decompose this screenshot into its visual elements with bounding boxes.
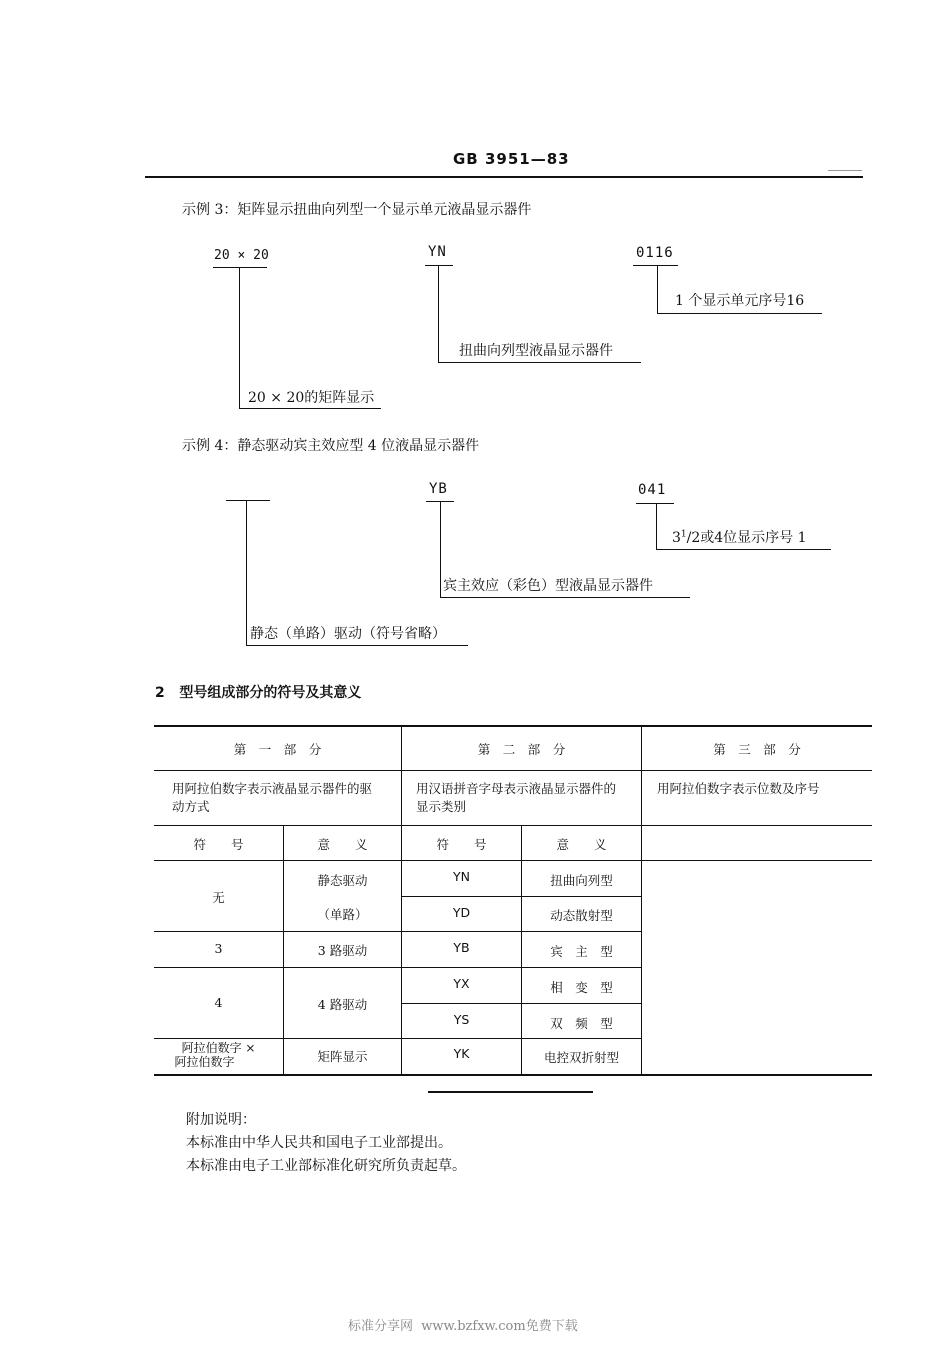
example4-code-seq: 041 — [638, 482, 667, 498]
section-title: 2 型号组成部分的符号及其意义 — [155, 685, 362, 701]
part2-meaning-yn: 扭曲向列型 — [550, 873, 613, 888]
notes-line-2: 本标准由电子工业部标准化研究所负责起草。 — [186, 1158, 466, 1174]
example4-label-seq-num: 3 — [672, 530, 681, 546]
example3-code-seq: 0116 — [636, 245, 674, 261]
part1-meaning-single: （单路） — [317, 907, 368, 922]
notes-title: 附加说明： — [186, 1112, 256, 1128]
part3-desc: 用阿拉伯数字表示位数及序号 — [657, 781, 820, 796]
example4-label-seq-sup: 1 — [680, 529, 687, 540]
part1-symbol-3: 3 — [214, 941, 223, 956]
part1-desc: 用阿拉伯数字表示液晶显示器件的驱动方式 — [172, 781, 373, 814]
part1-symbol-none: 无 — [212, 890, 225, 905]
example3-code-type: YN — [428, 244, 447, 260]
example3-underline-1 — [213, 267, 267, 268]
example3-label-seq: 1 个显示单元序号16 — [675, 293, 805, 309]
part2-symbol-yx: YX — [453, 976, 470, 991]
table-rule-title — [154, 770, 872, 771]
part1-symbol-matrix-b: 阿拉伯数字 — [174, 1055, 235, 1069]
part2-symbol-yn: YN — [453, 869, 470, 884]
part2-meaning-yd: 动态散射型 — [550, 908, 613, 923]
part1-meaning-matrix: 矩阵显示 — [317, 1049, 368, 1064]
part1-meaning-static: 静态驱动 — [317, 873, 368, 888]
example3-leader-2 — [438, 265, 439, 362]
table-rule-colhead — [154, 860, 872, 861]
table-col-rule-4 — [641, 725, 642, 1075]
notes-line-1: 本标准由中华人民共和国电子工业部提出。 — [186, 1135, 452, 1151]
part1-col-meaning: 意 义 — [317, 837, 368, 852]
example3-baseline-3 — [657, 313, 822, 314]
example4-leader-2 — [440, 501, 441, 598]
example3-code-matrix: 20 × 20 — [214, 248, 269, 263]
example3-underline-2 — [425, 265, 453, 266]
example4-label-drive: 静态（单路）驱动（符号省略） — [250, 626, 446, 642]
part2-col-meaning: 意 义 — [556, 837, 607, 852]
part2-symbol-ys: YS — [453, 1012, 470, 1027]
example3-label-type: 扭曲向列型液晶显示器件 — [459, 343, 613, 359]
part3-title: 第 三 部 分 — [713, 742, 801, 757]
part2-symbol-yk: YK — [453, 1046, 470, 1061]
example4-code-type: YB — [429, 481, 448, 497]
part2-meaning-yk: 电控双折射型 — [543, 1050, 619, 1065]
example4-leader-3 — [656, 503, 657, 550]
example4-caption: 示例 4：静态驱动宾主效应型 4 位液晶显示器件 — [182, 438, 480, 454]
example4-label-type: 宾主效应（彩色）型液晶显示器件 — [443, 578, 653, 594]
part2-meaning-yb: 宾 主 型 — [550, 944, 613, 959]
part1-meaning-4way: 4 路驱动 — [317, 997, 368, 1012]
part2-symbol-yb: YB — [453, 940, 470, 955]
part1-col-symbol: 符 号 — [193, 837, 244, 852]
table-bottom-rule — [154, 1074, 872, 1076]
part1-symbol-4: 4 — [214, 995, 223, 1010]
example3-baseline-1 — [239, 408, 381, 409]
example4-underline-3 — [636, 503, 674, 504]
footer-watermark: 标准分享网 www.bzfxw.com免费下载 — [348, 1319, 578, 1334]
part2-meaning-ys: 双 频 型 — [550, 1016, 613, 1031]
header-rule-mark — [828, 170, 862, 171]
table-rule-desc — [154, 825, 872, 826]
example3-baseline-2 — [438, 362, 641, 363]
table-top-rule — [154, 725, 872, 727]
table-rule-row-4 — [154, 967, 641, 968]
part1-symbol-matrix-a: 阿拉伯数字 × — [181, 1041, 256, 1055]
part2-meaning-yx: 相 变 型 — [550, 980, 613, 995]
example4-label-seq — [672, 527, 807, 547]
example3-leader-1 — [239, 267, 240, 409]
document-code: GB 3951—83 — [453, 150, 570, 168]
example4-underline-1 — [226, 500, 270, 501]
example3-caption: 示例 3：矩阵显示扭曲向列型一个显示单元液晶显示器件 — [182, 202, 532, 218]
example4-label-seq-text: /2或4位显示序号 1 — [686, 530, 807, 546]
part1-meaning-3way: 3 路驱动 — [317, 943, 368, 958]
example4-baseline-1 — [246, 645, 468, 646]
part2-symbol-yd: YD — [452, 905, 471, 920]
example4-leader-1 — [246, 500, 247, 646]
part1-title: 第 一 部 分 — [233, 742, 322, 757]
header-rule — [145, 176, 863, 178]
part2-col-symbol: 符 号 — [436, 837, 487, 852]
example3-label-matrix: 20 × 20的矩阵显示 — [248, 390, 375, 406]
example3-leader-3 — [657, 265, 658, 313]
part2-desc: 用汉语拼音字母表示液晶显示器件的显示类别 — [416, 781, 617, 814]
example3-underline-3 — [633, 265, 678, 266]
part2-title: 第 二 部 分 — [477, 742, 566, 757]
example4-baseline-2 — [440, 597, 690, 598]
end-of-standard-rule — [428, 1091, 593, 1093]
table-rule-row-3 — [154, 931, 641, 932]
example4-baseline-3 — [656, 549, 831, 550]
